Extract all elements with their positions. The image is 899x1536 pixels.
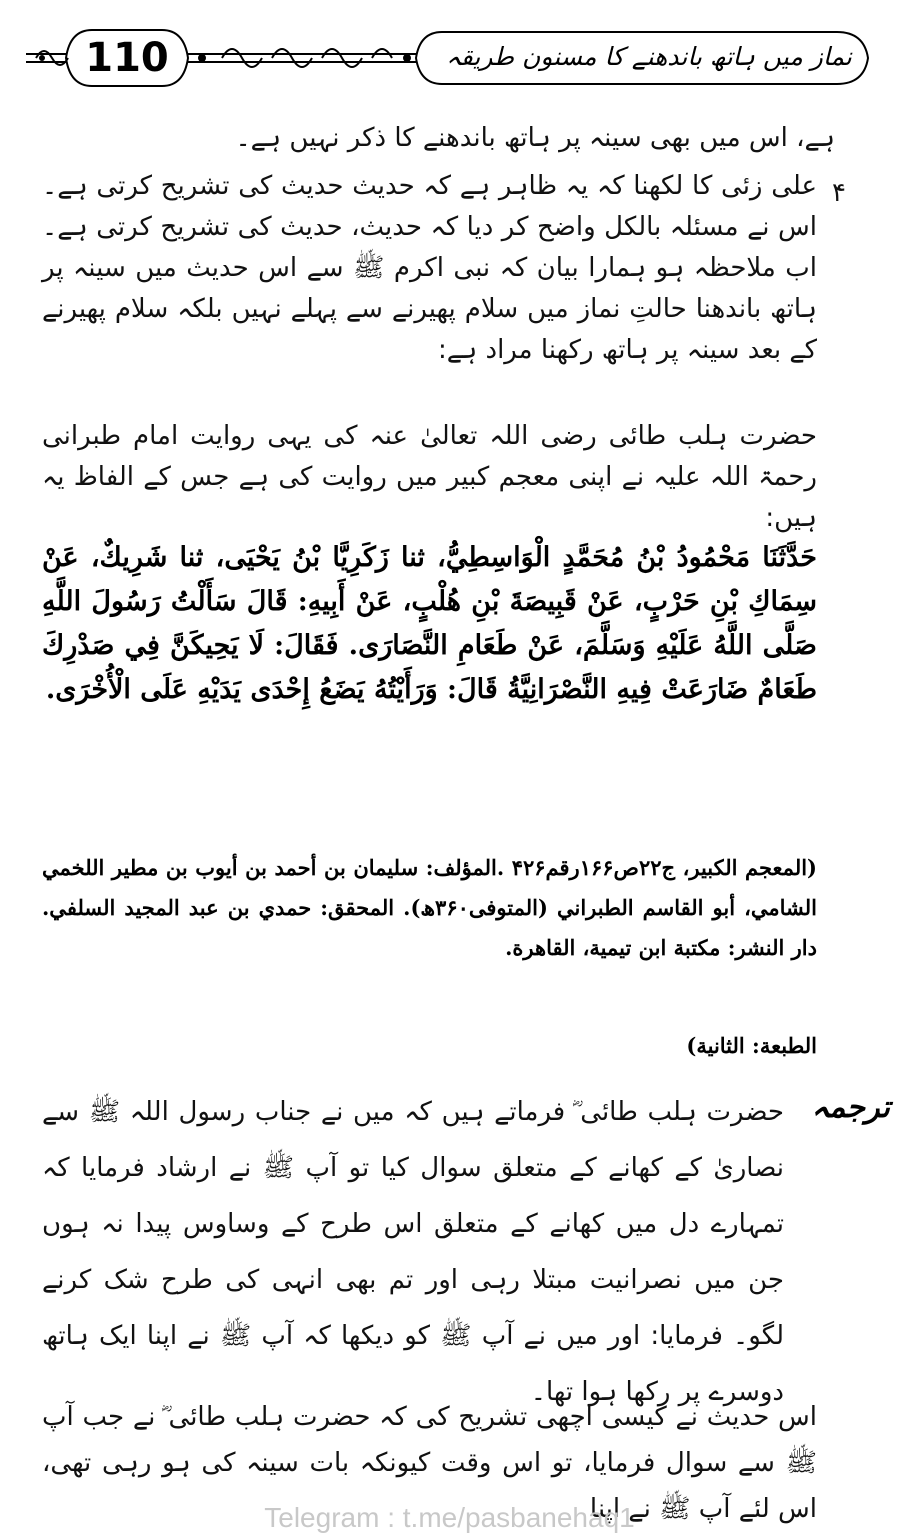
edition-note: الطبعة: الثانية) (686, 1033, 817, 1058)
translation-label: ترجمہ (811, 1090, 890, 1125)
paragraph-intro: ہے، اس میں بھی سینہ پر ہاتھ باندھنے کا ذکر نہیں ہے۔ (235, 123, 835, 153)
item-number: ۴ (832, 178, 846, 208)
translation-text: حضرت ہلب طائی ؓ فرماتے ہیں کہ میں نے جناب رسول اللہ ﷺ سے نصاریٰ کے کھانے کے متعلق سوال کیا تو آپ ﷺ نے ارشاد فرمایا کہ تمہارے دل میں کھانے کے متعلق اس طرح کے وساوس پیدا نہ ہوں جن میں نصرانیت مبتلا رہی اور تم بھی انہی کی طرح شک کرنے لگو۔ فرمایا: اور میں نے آپ ﷺ کو دیکھا کہ آپ ﷺ نے اپنا ایک ہاتھ دوسرے پر رکھا ہوا تھا۔ (42, 1097, 784, 1407)
hadith-reference: (المعجم الكبير، ج۲۲ص۱۶۶رقم۴۲۶ .المؤلف: سليمان بن أحمد بن أيوب بن مطير اللخمي الشامي، أبو القاسم الطبراني (المتوفى۳۶۰ھ). المحقق: حمدي بن عبد المجيد السلفي. دار النشر: مكتبة ابن تيمية، القاهرة. (42, 855, 817, 960)
paragraph-tabarani: حضرت ہلب طائی رضی اللہ تعالیٰ عنہ کی یہی روایت امام طبرانی رحمۃ اللہ علیہ نے اپنی معجم کبیر میں روایت کی ہے جس کے الفاظ یہ ہیں: (42, 421, 817, 533)
page-number: 110 (85, 35, 169, 81)
arabic-hadith-text: حَدَّثَنَا مَحْمُودُ بْنُ مُحَمَّدٍ الْوَاسِطِيُّ، ثنا زَكَرِيَّا بْنُ يَحْيَى، ثنا شَرِيكٌ، عَنْ سِمَاكِ بْنِ حَرْبٍ، عَنْ قَبِيصَةَ بْنِ هُلْبٍ، عَنْ أَبِيهِ: قَالَ سَأَلْتُ رَسُولَ اللَّهِ صَلَّى اللَّهُ عَلَيْهِ وَسَلَّمَ، عَنْ طَعَامِ النَّصَارَى. فَقَالَ: لَا يَحِيكَنَّ فِي صَدْرِكَ طَعَامٌ ضَارَعَتْ فِيهِ النَّصْرَانِيَّةُ قَالَ: وَرَأَيْتُهُ يَضَعُ إِحْدَى يَدَيْهِ عَلَى الْأُخْرَى. (42, 542, 817, 705)
telegram-watermark: Telegram : t.me/pasbanehaq1 (264, 1502, 635, 1533)
paragraph-point-4: علی زئی کا لکھنا کہ یہ ظاہر ہے کہ حدیث حدیث کی تشریح کرتی ہے۔ اس نے مسئلہ بالکل واضح کر دیا کہ حدیث، حدیث کی تشریح کرتی ہے۔ اب ملاحظہ ہو ہمارا بیان کہ نبی اکرم ﷺ سے اس حدیث میں سینہ پر ہاتھ باندھنا حالتِ نماز میں سلام پھیرنے سے پہلے نہیں بلکہ سلام پھیرنے کے بعد سینہ پر ہاتھ رکھنا مراد ہے: (42, 171, 817, 365)
paragraph-conclusion: اس حدیث نے کیسی اچھی تشریح کی کہ حضرت ہلب طائی ؓ نے جب آپ ﷺ سے سوال فرمایا، تو اس وقت کیونکہ بات سینہ کی ہو رہی تھی، اس لئے آپ ﷺ نے اپنا (42, 1402, 817, 1524)
page-header (22, 24, 872, 92)
chapter-title: نماز میں ہاتھ باندھنے کا مسنون طریقہ (446, 42, 852, 71)
